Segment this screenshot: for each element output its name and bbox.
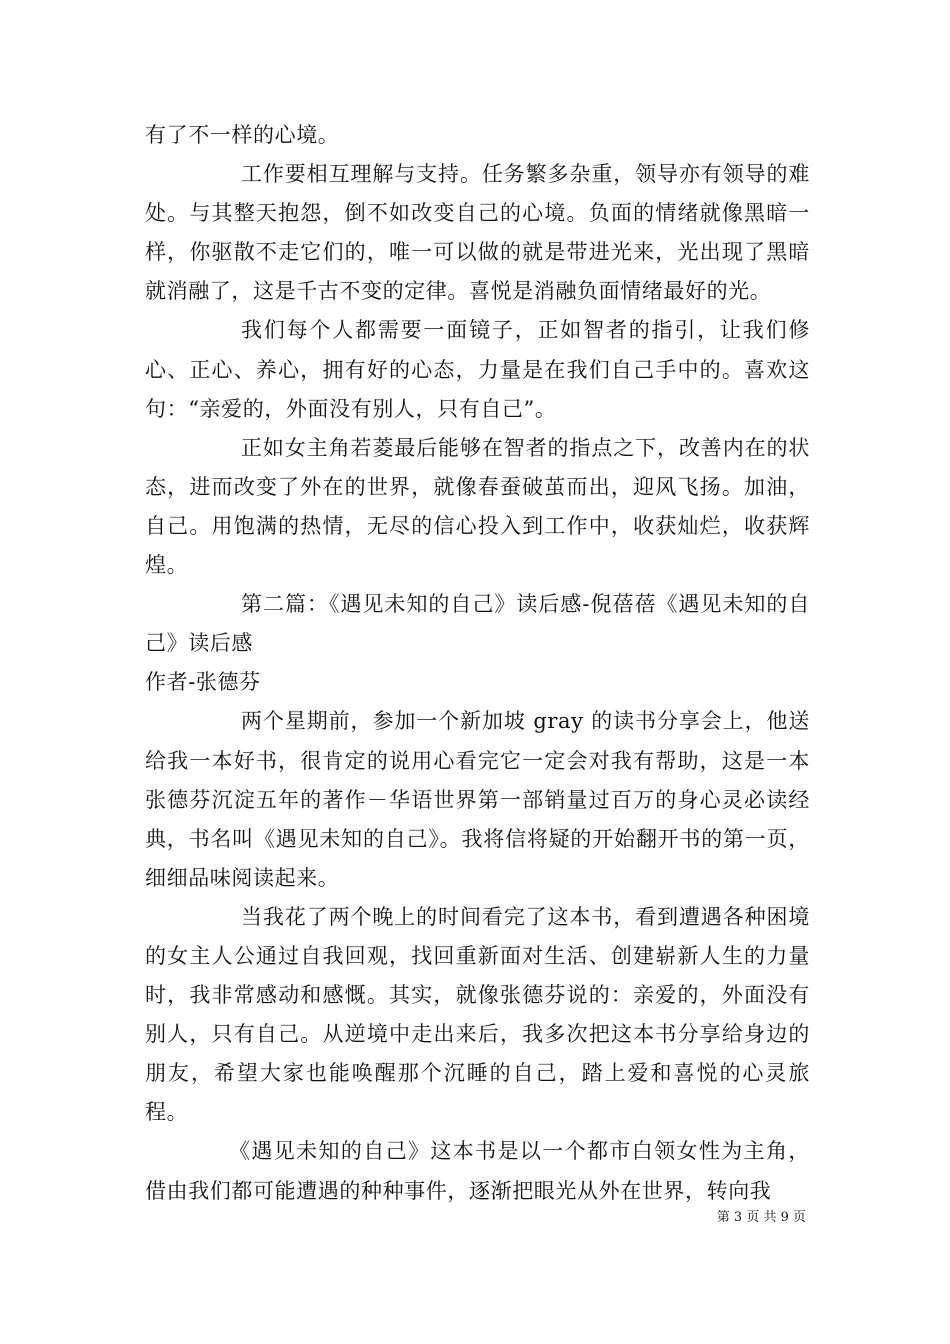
paragraph-2: 工作要相互理解与支持。任务繁多杂重，领导亦有领导的难处。与其整天抱怨，倒不如改变自己的心境。负面的情绪就像黑暗一样，你驱散不走它们的，唯一可以做的就是带进光来，光出现了黑暗就消融了，这是千古不变的定律。喜悦是消融负面情绪最好的光。 bbox=[145, 162, 810, 304]
paragraph-6: 当我花了两个晚上的时间看完了这本书，看到遭遇各种困境的女主人公通过自我回观，找回重新面对生活、创建崭新人生的力量时，我非常感动和感慨。其实，就像张德芬说的：亲爱的，外面没有别人，只有自己。从逆境中走出来后，我多次把这本书分享给身边的朋友，希望大家也能唤醒那个沉睡的自己，踏上爱和喜悦的心灵旅程。 bbox=[145, 904, 810, 1125]
paragraph-4: 正如女主角若菱最后能够在智者的指点之下，改善内在的状态，进而改变了外在的世界，就像春蚕破茧而出，迎风飞扬。加油，自己。用饱满的热情，无尽的信心投入到工作中，收获灿烂，收获辉煌。 bbox=[145, 435, 810, 578]
section-heading: 第二篇：《遇见未知的自己》读后感-倪蓓蓓《遇见未知的自己》读后感 bbox=[145, 592, 810, 656]
author-line: 作者-张德芬 bbox=[145, 670, 261, 695]
page-number-footer: 第 3 页 共 9 页 bbox=[716, 1210, 806, 1225]
body-text bbox=[145, 116, 810, 1211]
paragraph-3: 我们每个人都需要一面镜子，正如智者的指引，让我们修心、正心、养心，拥有好的心态，力量是在我们自己手中的。喜欢这句：“亲爱的，外面没有别人，只有自己”。 bbox=[145, 318, 810, 421]
paragraph-1: 有了不一样的心境。 bbox=[145, 123, 340, 147]
paragraph-5: 两个星期前，参加一个新加坡 gray 的读书分享会上，他送给我一本好书，很肯定的说用心看完它一定会对我有帮助，这是一本张德芬沉淀五年的著作－华语世界第一部销量过百万的身心灵必读经典，书名叫《遇见未知的自己》。我将信将疑的开始翻开书的第一页，细细品味阅读起来。 bbox=[145, 709, 810, 890]
paragraph-7: 《遇见未知的自己》这本书是以一个都市白领女性为主角，借由我们都可能遭遇的种种事件，逐渐把眼光从外在世界，转向我 bbox=[145, 1139, 810, 1203]
